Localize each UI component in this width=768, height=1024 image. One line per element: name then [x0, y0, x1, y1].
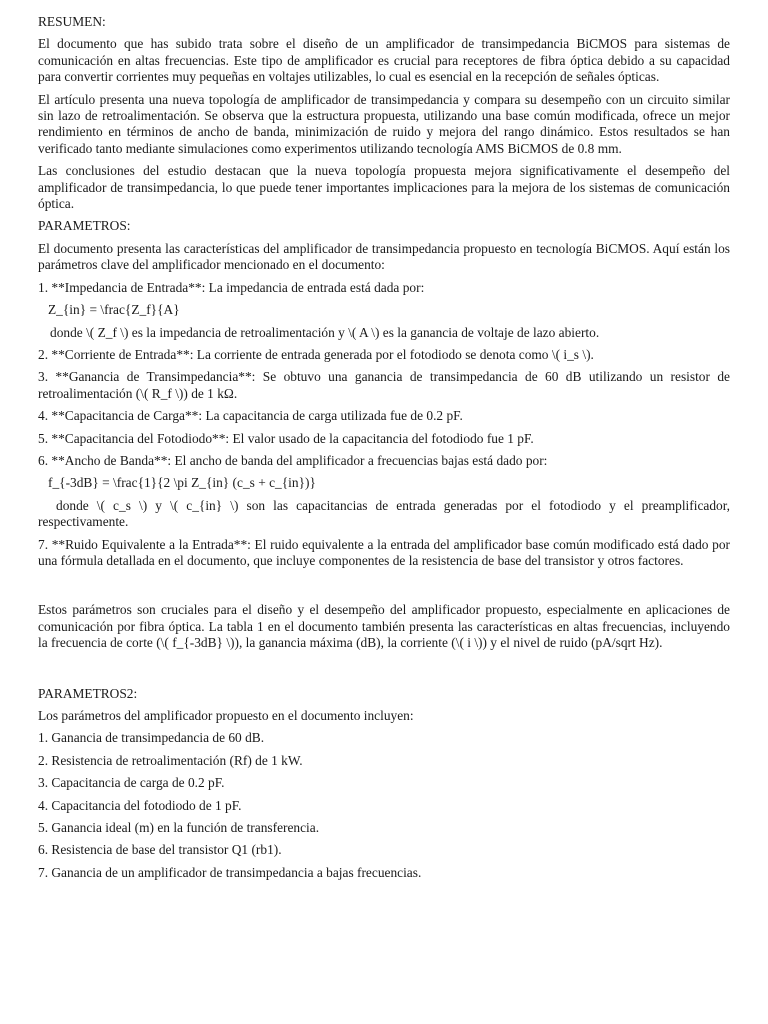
list-item: 5. Ganancia ideal (m) en la función de transferencia.	[38, 820, 320, 836]
resumen-paragraph: El documento que has subido trata sobre el diseño de un amplificador de transimpedancia BiCMOS para sistemas de comunicación en altas frecuencias. Este tipo de amplificador es crucial para receptores de fibra óptica debido a su capacidad para convertir corrientes muy pequeñas en voltajes utilizables, lo cual es esencial en la recepción de señales ópticas.	[38, 36, 730, 85]
spacer	[38, 658, 730, 686]
parametro-item-ancho-banda: 6. **Ancho de Banda**: El ancho de banda del amplificador a frecuencias bajas está dado por:	[38, 452, 548, 468]
parametro-item-ganancia: 3. **Ganancia de Transimpedancia**: Se obtuvo una ganancia de transimpedancia de 60 dB utilizando un resistor de retroalimentación (\( R_f \)) de 1 kΩ.	[38, 369, 730, 401]
parametros-heading: PARAMETROS:	[38, 218, 131, 234]
parametros2-heading: PARAMETROS2:	[38, 685, 138, 701]
parametros-intro: El documento presenta las características del amplificador de transimpedancia propuesto en tecnología BiCMOS. Aquí están los parámetros clave del amplificador mencionado en el documento:	[38, 240, 730, 273]
parametro-item-capacitancia-fotodiodo: 5. **Capacitancia del Fotodiodo**: El valor usado de la capacitancia del fotodiodo fue 1 pF.	[38, 430, 534, 446]
list-item: 7. Ganancia de un amplificador de transimpedancia a bajas frecuencias.	[38, 864, 422, 880]
parametros-section	[38, 218, 730, 651]
parametro-item-capacitancia-carga: 4. **Capacitancia de Carga**: La capacitancia de carga utilizada fue de 0.2 pF.	[38, 408, 463, 424]
parametros2-intro: Los parámetros del amplificador propuesto en el documento incluyen:	[38, 708, 414, 723]
resumen-section	[38, 14, 730, 212]
list-item: 3. Capacitancia de carga de 0.2 pF.	[38, 775, 225, 791]
parametro-item-impedancia: 1. **Impedancia de Entrada**: La impedancia de entrada está dada por:	[38, 279, 425, 295]
resumen-heading: RESUMEN:	[38, 14, 106, 29]
list-item: 4. Capacitancia del fotodiodo de 1 pF.	[38, 797, 242, 813]
resumen-paragraph: Las conclusiones del estudio destacan que la nueva topología propuesta mejora significativamente el desempeño del amplificador de transimpedancia, lo que puede tener importantes implicaciones para la mejora de los sistemas de comunicación óptica.	[38, 163, 730, 212]
formula-impedancia: Z_{in} = \frac{Z_f}{A}	[48, 302, 180, 318]
list-item: 2. Resistencia de retroalimentación (Rf) de 1 kW.	[38, 752, 303, 768]
formula-ancho-banda: f_{-3dB} = \frac{1}{2 \pi Z_{in} (c_s + c_{in})}	[48, 475, 316, 491]
resumen-paragraph: El artículo presenta una nueva topología de amplificador de transimpedancia y compara su desempeño con un circuito similar sin lazo de retroalimentación. Se observa que la estructura propuesta, utilizando una base común modificada, ofrece un mejor rendimiento en términos de ancho de banda, minimización de ruido y mejora del rango dinámico. Estos resultados se han verificado tanto mediante simulaciones como experimentos utilizando tecnología AMS BiCMOS de 0.8 mm.	[38, 91, 730, 156]
parametro-item-ruido: 7. **Ruido Equivalente a la Entrada**: El ruido equivalente a la entrada del amplificador base común modificado está dado por una fórmula detallada en el documento, que incluye componentes de la resistencia de base del transistor y otros factores.	[38, 536, 730, 568]
list-item: 1. Ganancia de transimpedancia de 60 dB.	[38, 730, 265, 746]
parametros-closing: Estos parámetros son cruciales para el diseño y el desempeño del amplificador propuesto, especialmente en aplicaciones de comunicación por fibra óptica. La tabla 1 en el documento también presenta las características en altas frecuencias, incluyendo la frecuencia de corte (\( f_{-3dB} \)), la ganancia máxima (dB), la corriente (\( i \)) y el nivel de ruido (pA/sqrt Hz).	[38, 602, 730, 651]
spacer	[38, 575, 730, 602]
parametro-item-corriente: 2. **Corriente de Entrada**: La corriente de entrada generada por el fotodiodo se denota como \( i_s \).	[38, 346, 594, 362]
note-impedancia: donde \( Z_f \) es la impedancia de retroalimentación y \( A \) es la ganancia de voltaje de lazo abierto.	[50, 324, 600, 340]
list-item: 6. Resistencia de base del transistor Q1 (rb1).	[38, 842, 282, 858]
parametros2-section	[38, 686, 730, 882]
note-ancho-banda: donde \( c_s \) y \( c_{in} \) son las capacitancias de entrada generadas por el fotodiodo y el preamplificador, respectivamente.	[38, 497, 730, 530]
